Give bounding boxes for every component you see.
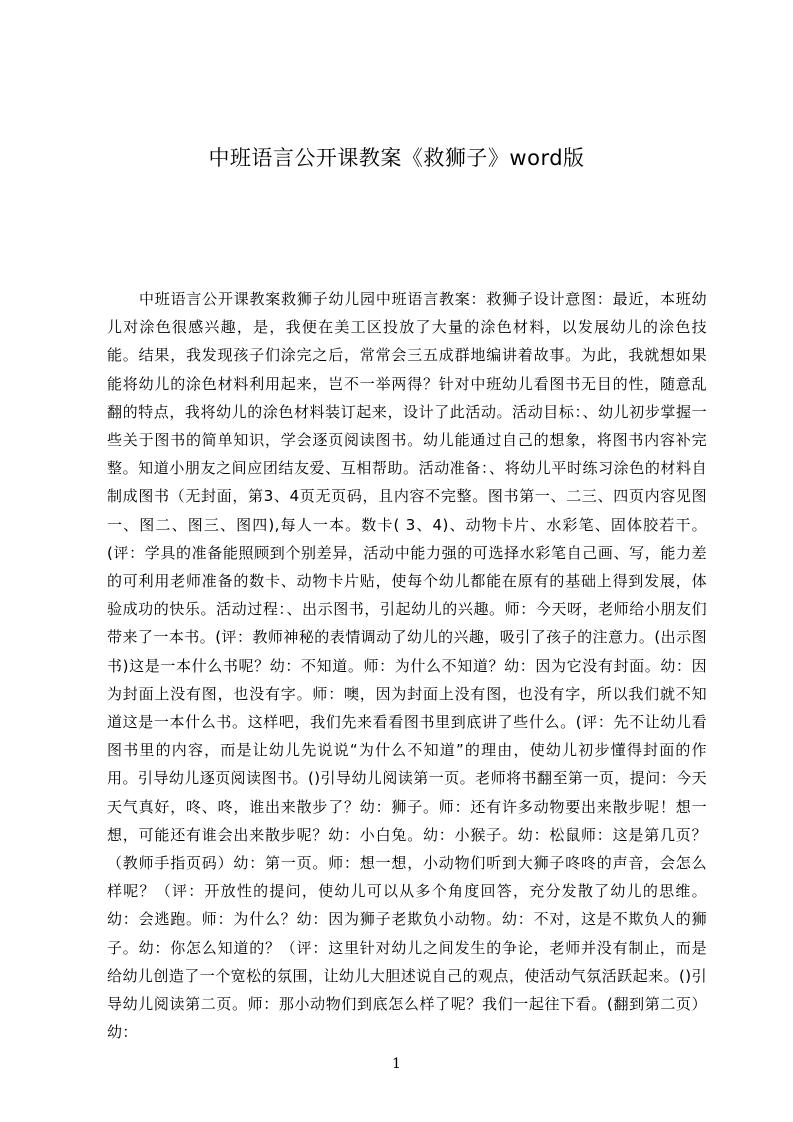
document-body-paragraph: 中班语言公开课教案救狮子幼儿园中班语言教案：救狮子设计意图：最近，本班幼儿对涂色很感兴趣，是，我便在美工区投放了大量的涂色材料，以发展幼儿的涂色技能。结果，我发现孩子们涂完之后，常常会三五成群地编讲着故事。为此，我就想如果能将幼儿的涂色材料利用起来，岂不一举两得？针对中班幼儿看图书无目的性，随意乱翻的特点，我将幼儿的涂色材料装订起来，设计了此活动。活动目标：、幼儿初步掌握一些关于图书的简单知识，学会逐页阅读图书。幼儿能通过自己的想象，将图书内容补完整。知道小朋友之间应团结友爱、互相帮助。活动准备：、将幼儿平时练习涂色的材料自制成图书（无封面，第3、4页无页码，且内容不完整。图书第一、二三、四页内容见图一、图二、图三、图四),每人一本。数卡( 3、4)、动物卡片、水彩笔、固体胶若干。(评：学具的准备能照顾到个别差异，活动中能力强的可选择水彩笔自己画、写，能力差的可利用老师准备的数卡、动物卡片贴，使每个幼儿都能在原有的基础上得到发展，体验成功的快乐。活动过程：、出示图书，引起幼儿的兴趣。师：今天呀，老师给小朋友们带来了一本书。(评：教师神秘的表情调动了幼儿的兴趣，吸引了孩子的注意力。(出示图书)这是一本什么书呢？幼：不知道。师：为什么不知道？幼：因为它没有封面。幼：因为封面上没有图，也没有字。师：噢，因为封面上没有图，也没有字，所以我们就不知道这是一本什么书。这样吧，我们先来看看图书里到底讲了些什么。(评：先不让幼儿看图书里的内容，而是让幼儿先说说“为什么不知道”的理由，使幼儿初步懂得封面的作用。引导幼儿逐页阅读图书。()引导幼儿阅读第一页。老师将书翻至第一页，提问：今天天气真好，咚、咚，谁出来散步了？幼：狮子。师：还有许多动物要出来散步呢！想一想，可能还有谁会出来散步呢？幼：小白兔。幼：小猴子。幼：松鼠师：这是第几页？（教师手指页码）幼：第一页。师：想一想，小动物们听到大狮子咚咚的声音，会怎么样呢？（评：开放性的提问，使幼儿可以从多个角度回答，充分发散了幼儿的思维。幼：会逃跑。师：为什么？幼：因为狮子老欺负小动物。幼：不对，这是不欺负人的狮子。幼：你怎么知道的？（评：这里针对幼儿之间发生的争论，老师并没有制止，而是给幼儿创造了一个宽松的氛围，让幼儿大胆述说自己的观点，使活动气氛活跃起来。()引导幼儿阅读第二页。师：那小动物们到底怎么样了呢？我们一起往下看。(翻到第二页）幼： [107,290,707,1042]
document-title: 中班语言公开课教案《救狮子》word版 [208,146,585,170]
page-number: 1 [392,1056,401,1072]
